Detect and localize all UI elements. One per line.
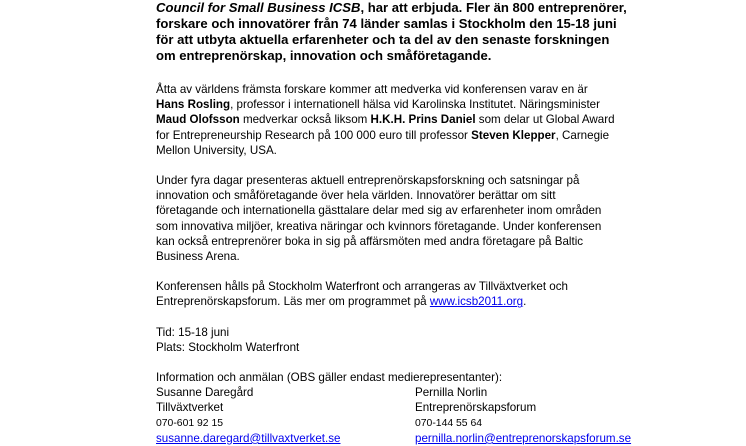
- p3-line: Konferensen hålls på Stockholm Waterfront och arrangeras av Tillväxtverket och: [156, 280, 568, 294]
- contact-email-link[interactable]: pernilla.norlin@entreprenorskapsforum.se: [415, 431, 632, 445]
- lead-text-1: , har att erbjuda. Fler än 800 entreprenörer,: [360, 0, 627, 15]
- p1-text-5: for Entrepreneurship Research på 100 000 euro till professor: [156, 128, 472, 142]
- lead-line-4: om entreprenörskap, innovation och småföretagande.: [156, 48, 492, 63]
- speakers-paragraph: [156, 82, 741, 158]
- speaker-name: H.K.H. Prins Daniel: [370, 113, 476, 127]
- contact-name: Susanne Daregård: [156, 386, 254, 400]
- p1-text-2: , professor i internationell hälsa vid Karolinska Institutet. Näringsminister: [230, 98, 600, 112]
- lead-line-1: [156, 0, 741, 16]
- p2-line: kan också entreprenörer boka in sig på affärsmöten med andra företagare på Baltic: [156, 234, 584, 248]
- p3-period: .: [523, 295, 527, 309]
- contact-name: Pernilla Norlin: [415, 386, 488, 400]
- org-name: Council for Small Business ICSB: [156, 0, 361, 15]
- p1-text-3: medverkar också liksom: [239, 113, 371, 127]
- event-place: Plats: Stockholm Waterfront: [156, 340, 300, 354]
- speaker-name: Hans Rosling: [156, 98, 231, 112]
- lead-line-2: forskare och innovatörer från 74 länder samlas i Stockholm den 15-18 juni: [156, 16, 617, 31]
- p1-text-6: , Carnegie: [555, 128, 610, 142]
- p2-line: som innovativa miljöer, kreativa näringar och kvinnors företagande. Under konferensen: [156, 219, 602, 233]
- p2-line: Under fyra dagar presenteras aktuell entreprenörskapsforskning och satsningar på: [156, 174, 580, 188]
- contact-phone: 070-144 55 64: [415, 417, 483, 429]
- lead-paragraph: [156, 0, 741, 64]
- event-details: [156, 325, 741, 355]
- speaker-name: Maud Olofsson: [156, 113, 240, 127]
- p2-line: Business Arena.: [156, 250, 240, 264]
- event-time: Tid: 15-18 juni: [156, 325, 230, 339]
- contact-left: [156, 385, 340, 446]
- p1-text-4: som delar ut Global Award: [475, 113, 615, 127]
- press-release: [156, 0, 741, 445]
- website-link[interactable]: www.icsb2011.org: [429, 295, 524, 309]
- p2-line: innovation och småföretagande över hela världen. Innovatörer berättar om sitt: [156, 189, 556, 203]
- contact-right: [415, 385, 631, 446]
- contact-email-link[interactable]: susanne.daregard@tillvaxtverket.se: [156, 431, 341, 445]
- contacts-block: [156, 385, 741, 445]
- p1-text-7: Mellon University, USA.: [156, 143, 277, 157]
- lead-line-3: för att utbyta aktuella erfarenheter och ta del av den senaste forskningen: [156, 32, 610, 47]
- contact-phone: 070-601 92 15: [156, 417, 224, 429]
- contact-org: Tillväxtverket: [156, 401, 224, 415]
- contacts-intro: Information och anmälan (OBS gäller endast medierepresentanter):: [156, 371, 503, 385]
- p2-line: företagande och internationella gästtalare delar med sig av erfarenheter inom områden: [156, 204, 602, 218]
- venue-paragraph: [156, 279, 741, 309]
- p1-text-1: Åtta av världens främsta forskare kommer att medverka vid konferensen varav en är: [156, 83, 588, 96]
- p3-line: Entreprenörskapsforum. Läs mer om programmet på: [156, 295, 430, 309]
- speaker-name: Steven Klepper: [471, 128, 556, 142]
- contact-org: Entreprenörskapsforum: [415, 401, 537, 415]
- program-paragraph: [156, 173, 741, 264]
